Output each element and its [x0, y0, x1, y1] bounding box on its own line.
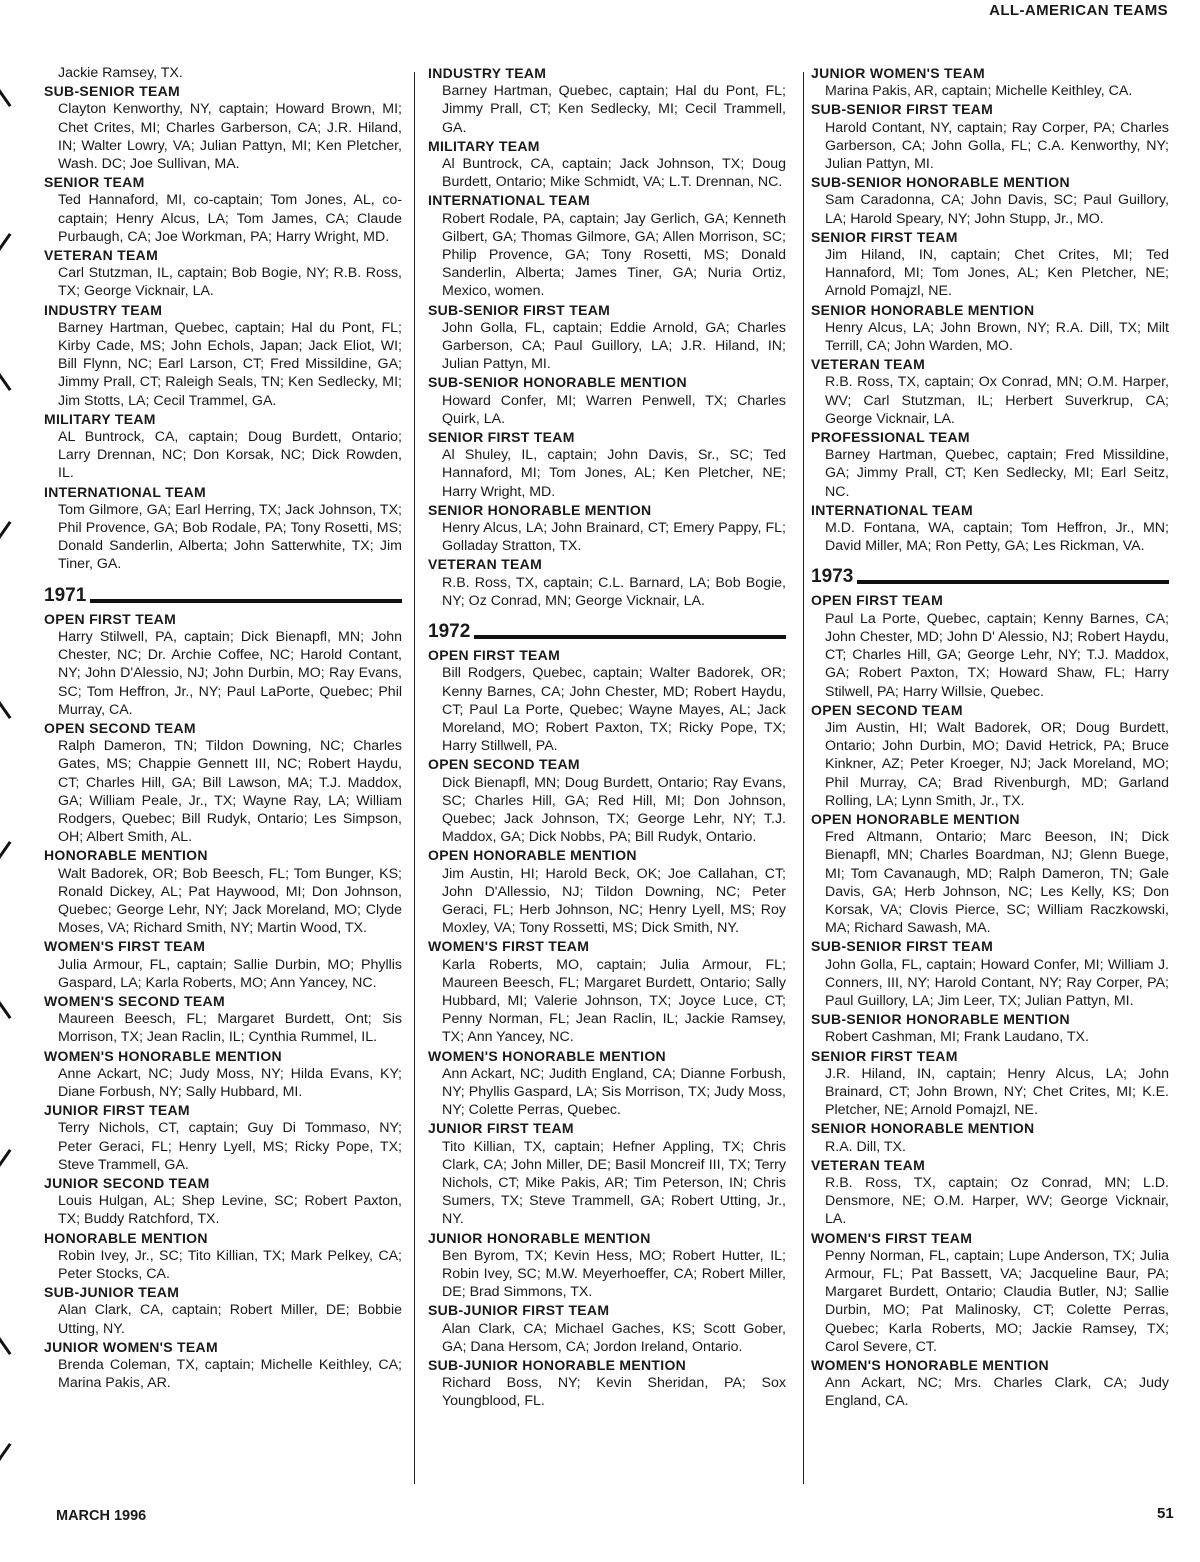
- section-heading: JUNIOR WOMEN'S TEAM: [811, 65, 985, 81]
- team-roster: Dick Bienapfl, MN; Doug Burdett, Ontario; Ray Evans, SC; Charles Hill, GA; Red Hill, MI; Don Johnson, Quebec; Jack Johnson, TX; George Lehr, NY; T.J. Maddox, GA; Dick Nobbs, PA; Bill Rudyk, Ontario.: [442, 774, 786, 846]
- section-heading: MILITARY TEAM: [44, 410, 156, 427]
- section-heading: SUB-JUNIOR FIRST TEAM: [428, 1302, 610, 1319]
- year-label: 1973: [811, 566, 854, 588]
- section-heading: OPEN HONORABLE MENTION: [428, 847, 637, 864]
- team-roster: John Golla, FL, captain; Eddie Arnold, GA; Charles Garberson, CA; Paul Guillory, LA; J.R. Hiland, IN; Julian Pattyn, MI.: [442, 319, 786, 373]
- year-header: [428, 622, 786, 642]
- section-heading: SUB-JUNIOR HONORABLE MENTION: [428, 1357, 687, 1374]
- team-roster: Ben Byrom, TX; Kevin Hess, MO; Robert Hutter, IL; Robin Ivey, SC; M.W. Meyerhoeffer, CA; Robert Miller, DE; Brad Simmons, TX.: [442, 1247, 786, 1301]
- section-heading: WOMEN'S HONORABLE MENTION: [428, 1047, 666, 1064]
- team-roster: Paul La Porte, Quebec, captain; Kenny Barnes, CA; John Chester, MD; John D' Alessio, NJ; Robert Haydu, CT; Charles Hill, GA; George Lehr, NY; T.J. Maddox, GA; Robert Paxton, TX; Howard Shaw, FL; Harry Stilwell, PA; Harry Willsie, Quebec.: [825, 610, 1169, 700]
- team-roster: R.A. Dill, TX.: [825, 1138, 906, 1155]
- team-roster: Robert Rodale, PA, captain; Jay Gerlich, GA; Kenneth Gilbert, GA; Thomas Gilmore, GA; Allen Morrison, SC; Philip Provence, GA; Tony Rosetti, MS; Donald Sanderlin, Alberta; James Tiner, GA; Nuria Ortiz, Mexico, women.: [442, 210, 786, 300]
- team-roster: Karla Roberts, MO, captain; Julia Armour, FL; Maureen Beesch, FL; Margaret Burdett, Ontario; Sally Hubbard, MI; Valerie Johnson, TX; Joyce Luce, CT; Penny Norman, FL; Jean Raclin, IL; Jackie Ramsey, TX; Ann Yancey, NC.: [442, 956, 786, 1046]
- section-heading: SENIOR HONORABLE MENTION: [811, 301, 1035, 318]
- column-1: [44, 64, 402, 1392]
- team-roster: Ann Ackart, NC; Judith England, CA; Dianne Forbush, NY; Phyllis Gaspard, LA; Sis Morrison, TX; Judy Moss, NY; Colette Perras, Quebec.: [442, 1065, 786, 1119]
- binding-mark: [0, 373, 11, 391]
- binding-mark: [0, 1001, 11, 1019]
- binding-mark: [0, 841, 11, 859]
- team-roster: J.R. Hiland, IN, captain; Henry Alcus, LA; John Brainard, CT; John Brown, NY; Chet Crites, MI; K.E. Pletcher, NE; Arnold Pomajzl, NE.: [825, 1065, 1169, 1119]
- team-roster: Barney Hartman, Quebec, captain; Hal du Pont, FL; Jimmy Prall, CT; Ken Sedlecky, MI; Cecil Trammell, GA.: [442, 83, 786, 136]
- year-label: 1971: [44, 584, 87, 606]
- team-roster: Penny Norman, FL, captain; Lupe Anderson, TX; Julia Armour, FL; Pat Bassett, VA; Jacqueline Baur, PA; Margaret Burdett, Ontario; Claudia Butler, NJ; Sallie Durbin, MO; Pat Malinosky, CT; Colette Perras, Quebec; Karla Roberts, MO; Jackie Ramsey, TX; Carol Severe, CT.: [825, 1247, 1169, 1355]
- team-roster: Walt Badorek, OR; Bob Beesch, FL; Tom Bunger, KS; Ronald Dickey, AL; Pat Haywood, MI; Don Johnson, Quebec; George Lehr, NY; Jack Moreland, MO; Clyde Moses, VA; Richard Smith, NY; Martin Wood, TX.: [58, 865, 402, 937]
- team-roster: Jim Hiland, IN, captain; Chet Crites, MI; Ted Hannaford, MI; Tom Jones, AL; Ken Pletcher, NE; Arnold Pomajzl, NE.: [825, 247, 1169, 300]
- team-roster: AL Buntrock, CA, captain; Doug Burdett, Ontario; Larry Drennan, NC; Don Korsak, NC; Dick Rowden, IL.: [58, 429, 402, 482]
- team-roster: Sam Caradonna, CA; John Davis, SC; Paul Guillory, LA; Harold Speary, NY; John Stupp, Jr., MO.: [825, 192, 1169, 227]
- team-roster: Anne Ackart, NC; Judy Moss, NY; Hilda Evans, KY; Diane Forbush, NY; Sally Hubbard, MI.: [58, 1065, 402, 1100]
- team-roster: Ted Hannaford, MI, co-captain; Tom Jones, AL, co-captain; Henry Alcus, LA; Tom James, CA; Claude Purbaugh, CA; Joe Workman, PA; Harry Wright, MD.: [58, 192, 402, 245]
- section-heading: SENIOR HONORABLE MENTION: [811, 1120, 1035, 1137]
- section-heading: VETERAN TEAM: [811, 356, 926, 373]
- binding-mark: [0, 233, 11, 251]
- team-roster: Al Buntrock, CA, captain; Jack Johnson, TX; Doug Burdett, Ontario; Mike Schmidt, VA; L.T. Drennan, NC.: [442, 156, 786, 191]
- year-header: [44, 586, 402, 606]
- binding-mark: [0, 1149, 11, 1167]
- team-roster: Carl Stutzman, IL, captain; Bob Bogie, NY; R.B. Ross, TX; George Vicknair, LA.: [58, 265, 402, 300]
- binding-mark: [0, 89, 11, 107]
- section-heading: WOMEN'S HONORABLE MENTION: [811, 1357, 1049, 1374]
- section-heading: SENIOR FIRST TEAM: [428, 429, 575, 446]
- section-heading: PROFESSIONAL TEAM: [811, 429, 970, 446]
- column-divider: [803, 72, 804, 1484]
- team-roster: R.B. Ross, TX, captain; Oz Conrad, MN; L.D. Densmore, NE; O.M. Harper, WV; George Vicknair, LA.: [825, 1174, 1169, 1228]
- section-heading: JUNIOR WOMEN'S TEAM: [44, 1338, 218, 1355]
- page-number: 51: [1157, 1505, 1174, 1522]
- team-roster: Maureen Beesch, FL; Margaret Burdett, Ont; Sis Morrison, TX; Jean Raclin, IL; Cynthia Rummel, IL.: [58, 1011, 402, 1046]
- section-heading: SUB-SENIOR FIRST TEAM: [811, 101, 994, 118]
- team-roster: Richard Boss, NY; Kevin Sheridan, PA; Sox Youngblood, FL.: [442, 1375, 786, 1410]
- team-roster: Harold Contant, NY, captain; Ray Corper, PA; Charles Garberson, CA; John Golla, FL; C.A. Kenworthy, NY; Julian Pattyn, MI.: [825, 119, 1169, 173]
- section-heading: INTERNATIONAL TEAM: [428, 192, 590, 209]
- section-heading: WOMEN'S SECOND TEAM: [44, 992, 225, 1009]
- binding-mark: [0, 701, 11, 719]
- team-roster: Terry Nichols, CT, captain; Guy Di Tommaso, NY; Peter Geraci, FL; Henry Lyell, MS; Ricky Pope, TX; Steve Trammell, GA.: [58, 1120, 402, 1173]
- year-label: 1972: [428, 621, 471, 643]
- team-roster: Henry Alcus, LA; John Brown, NY; R.A. Dill, TX; Milt Terrill, CA; John Warden, MO.: [825, 319, 1169, 355]
- running-head: ALL-AMERICAN TEAMS: [989, 2, 1168, 19]
- team-roster: Barney Hartman, Quebec, captain; Hal du Pont, FL; Kirby Cade, MS; John Echols, Japan; Jack Eliot, WI; Bill Flynn, NC; Earl Larson, CT; Fred Missildine, GA; Jimmy Prall, CT; Raleigh Seals, TN; Ken Sedlecky, MI; Jim Stotts, LA; Cecil Trammel, GA.: [58, 319, 402, 409]
- section-heading: OPEN FIRST TEAM: [44, 610, 177, 627]
- section-heading: OPEN SECOND TEAM: [428, 756, 580, 773]
- section-heading: SENIOR FIRST TEAM: [811, 1047, 958, 1064]
- team-roster: Henry Alcus, LA; John Brainard, CT; Emery Pappy, FL; Golladay Stratton, TX.: [442, 520, 786, 555]
- section-heading: OPEN FIRST TEAM: [811, 592, 944, 609]
- column-3: [811, 64, 1169, 1411]
- section-heading: SUB-SENIOR HONORABLE MENTION: [811, 174, 1070, 191]
- section-heading: HONORABLE MENTION: [44, 1229, 208, 1246]
- section-heading: VETERAN TEAM: [811, 1156, 926, 1173]
- section-heading: JUNIOR FIRST TEAM: [428, 1120, 574, 1137]
- section-heading: SENIOR TEAM: [44, 174, 145, 191]
- section-heading: HONORABLE MENTION: [44, 847, 208, 864]
- section-heading: SUB-SENIOR FIRST TEAM: [811, 938, 994, 955]
- section-heading: SUB-JUNIOR TEAM: [44, 1284, 180, 1301]
- team-roster: Harry Stilwell, PA, captain; Dick Bienapfl, MN; John Chester, NC; Dr. Archie Coffee, NC; Harold Contant, NY; John D'Alessio, NJ; John Durbin, MO; Ray Evans, SC; Tom Heffron, Jr., NY; Paul LaPorte, Quebec; Phil Murray, CA.: [58, 628, 402, 718]
- section-heading: OPEN SECOND TEAM: [44, 719, 196, 736]
- issue-date: MARCH 1996: [56, 1508, 147, 1524]
- section-heading: WOMEN'S HONORABLE MENTION: [44, 1047, 282, 1064]
- team-roster: Barney Hartman, Quebec, captain; Fred Missildine, GA; Jimmy Prall, CT; Ken Sedlecky, MI; Earl Seitz, NC.: [825, 447, 1169, 500]
- column-2: [428, 64, 786, 1411]
- team-roster: Brenda Coleman, TX, captain; Michelle Keithley, CA; Marina Pakis, AR.: [58, 1357, 402, 1392]
- binding-mark: [0, 1443, 11, 1461]
- section-heading: INDUSTRY TEAM: [44, 301, 163, 318]
- team-roster: Alan Clark, CA, captain; Robert Miller, DE; Bobbie Utting, NY.: [58, 1302, 402, 1337]
- team-roster: John Golla, FL, captain; Howard Confer, MI; William J. Conners, III, NY; Harold Contant, NY; Ray Corper, PA; Paul Guillory, LA; Jim Leer, TX; Julian Pattyn, MI.: [825, 956, 1169, 1009]
- section-heading: JUNIOR FIRST TEAM: [44, 1102, 190, 1119]
- section-heading: SUB-SENIOR TEAM: [44, 83, 180, 100]
- binding-mark: [0, 521, 11, 539]
- section-heading: WOMEN'S FIRST TEAM: [428, 938, 590, 955]
- section-heading: MILITARY TEAM: [428, 137, 540, 154]
- section-heading: VETERAN TEAM: [44, 247, 159, 264]
- section-heading: INTERNATIONAL TEAM: [44, 483, 206, 500]
- team-roster: Robin Ivey, Jr., SC; Tito Killian, TX; Mark Pelkey, CA; Peter Stocks, CA.: [58, 1247, 402, 1282]
- team-roster: Julia Armour, FL, captain; Sallie Durbin, MO; Phyllis Gaspard, LA; Karla Roberts, MO; Ann Yancey, NC.: [58, 956, 402, 991]
- section-heading: OPEN SECOND TEAM: [811, 701, 963, 718]
- team-roster: Jackie Ramsey, TX.: [58, 65, 183, 81]
- team-roster: Robert Cashman, MI; Frank Laudano, TX.: [825, 1029, 1089, 1046]
- team-roster: Jim Austin, HI; Walt Badorek, OR; Doug Burdett, Ontario; John Durbin, MO; David Hetrick, PA; Bruce Kinkner, AZ; Peter Kroeger, NJ; Jack Moreland, MO; Phil Murray, CA; Brad Rivenburgh, MD; Garland Rolling, LA; Lynn Smith, Jr., TX.: [825, 719, 1169, 809]
- team-roster: Fred Altmann, Ontario; Marc Beeson, IN; Dick Bienapfl, MN; Charles Boardman, NJ; Glenn Buege, MI; Tom Cavanaugh, MD; Ralph Dameron, TN; Gale Davis, GA; Herb Johnson, NC; Les Kelly, KS; Don Korsak, VA; Clovis Pierce, SC; William Raczkowski, MA; Richard Sawash, MA.: [825, 829, 1169, 937]
- team-roster: R.B. Ross, TX, captain; Ox Conrad, MN; O.M. Harper, WV; Carl Stutzman, IL; Herbert Suverkrup, CA; George Vicknair, LA.: [825, 374, 1169, 427]
- section-heading: WOMEN'S FIRST TEAM: [811, 1229, 973, 1246]
- section-heading: SENIOR FIRST TEAM: [811, 228, 958, 245]
- team-roster: Jim Austin, HI; Harold Beck, OK; Joe Callahan, CT; John D'Allessio, NJ; Tildon Downing, NC; Peter Geraci, FL; Herb Johnson, NC; Henry Lyell, MS; Roy Moxley, VA; Tony Rossetti, MS; Dick Smith, NY.: [442, 865, 786, 937]
- section-heading: SUB-SENIOR HONORABLE MENTION: [811, 1011, 1070, 1028]
- binding-mark: [0, 1337, 11, 1355]
- team-roster: Clayton Kenworthy, NY, captain; Howard Brown, MI; Chet Crites, MI; Charles Garberson, CA; J.R. Hiland, IN; Walter Lowry, VA; Julian Pattyn, MI; Ken Pletcher, Wash. DC; Joe Sullivan, MA.: [58, 101, 402, 173]
- year-rule: [474, 635, 786, 639]
- column-divider: [414, 72, 415, 1484]
- team-roster: Al Shuley, IL, captain; John Davis, Sr., SC; Ted Hannaford, MI; Tom Jones, AL; Ken Pletcher, NE; Harry Wright, MD.: [442, 447, 786, 500]
- section-heading: INTERNATIONAL TEAM: [811, 501, 973, 518]
- section-heading: SENIOR HONORABLE MENTION: [428, 501, 652, 518]
- section-heading: INDUSTRY TEAM: [428, 65, 547, 81]
- team-roster: Howard Confer, MI; Warren Penwell, TX; Charles Quirk, LA.: [442, 392, 786, 427]
- section-heading: WOMEN'S FIRST TEAM: [44, 938, 206, 955]
- team-roster: Ralph Dameron, TN; Tildon Downing, NC; Charles Gates, MS; Chappie Gennett III, NC; Robert Haydu, CT; Charles Hill, GA; Bill Lawson, MA; T.J. Maddox, GA; William Peale, Jr., TX; Wayne Ray, LA; William Rodgers, Quebec; Bill Rudyk, Ontario; Les Simpson, OH; Albert Smith, AL.: [58, 738, 402, 846]
- team-roster: Louis Hulgan, AL; Shep Levine, SC; Robert Paxton, TX; Buddy Ratchford, TX.: [58, 1193, 402, 1228]
- team-roster: R.B. Ross, TX, captain; C.L. Barnard, LA; Bob Bogie, NY; Oz Conrad, MN; George Vicknair, LA.: [442, 574, 786, 609]
- team-roster: Tito Killian, TX, captain; Hefner Appling, TX; Chris Clark, CA; John Miller, DE; Basil Moncreif III, TX; Terry Nichols, CT; Mike Pakis, AR; Tim Peterson, IN; Chris Sumers, TX; Steve Trammell, GA; Robert Utting, Jr., NY.: [442, 1138, 786, 1228]
- section-heading: JUNIOR HONORABLE MENTION: [428, 1229, 651, 1246]
- team-roster: M.D. Fontana, WA, captain; Tom Heffron, Jr., MN; David Miller, MA; Ron Petty, GA; Les Rickman, VA.: [825, 520, 1169, 555]
- year-rule: [857, 580, 1169, 584]
- team-roster: Tom Gilmore, GA; Earl Herring, TX; Jack Johnson, TX; Phil Provence, GA; Bob Rodale, PA; Tony Rosetti, MS; Donald Sanderlin, Alberta; John Satterwhite, TX; Jim Tiner, GA.: [58, 501, 402, 573]
- section-heading: SUB-SENIOR FIRST TEAM: [428, 301, 611, 318]
- section-heading: VETERAN TEAM: [428, 556, 543, 573]
- team-roster: Alan Clark, CA; Michael Gaches, KS; Scott Gober, GA; Dana Hersom, CA; Jordon Ireland, Ontario.: [442, 1320, 786, 1355]
- section-heading: OPEN HONORABLE MENTION: [811, 810, 1020, 827]
- team-roster: Marina Pakis, AR, captain; Michelle Keithley, CA.: [825, 83, 1133, 100]
- section-heading: JUNIOR SECOND TEAM: [44, 1174, 210, 1191]
- year-rule: [90, 599, 402, 603]
- team-roster: Ann Ackart, NC; Mrs. Charles Clark, CA; Judy England, CA.: [825, 1375, 1169, 1410]
- year-header: [811, 567, 1169, 587]
- section-heading: OPEN FIRST TEAM: [428, 647, 561, 664]
- team-roster: Bill Rodgers, Quebec, captain; Walter Badorek, OR; Kenny Barnes, CA; John Chester, MD; Robert Haydu, CT; Paul La Porte, Quebec; Wayne Mayes, AL; Jack Moreland, MO; Robert Paxton, TX; Ricky Pope, TX; Harry Stillwell, PA.: [442, 665, 786, 755]
- section-heading: SUB-SENIOR HONORABLE MENTION: [428, 374, 687, 391]
